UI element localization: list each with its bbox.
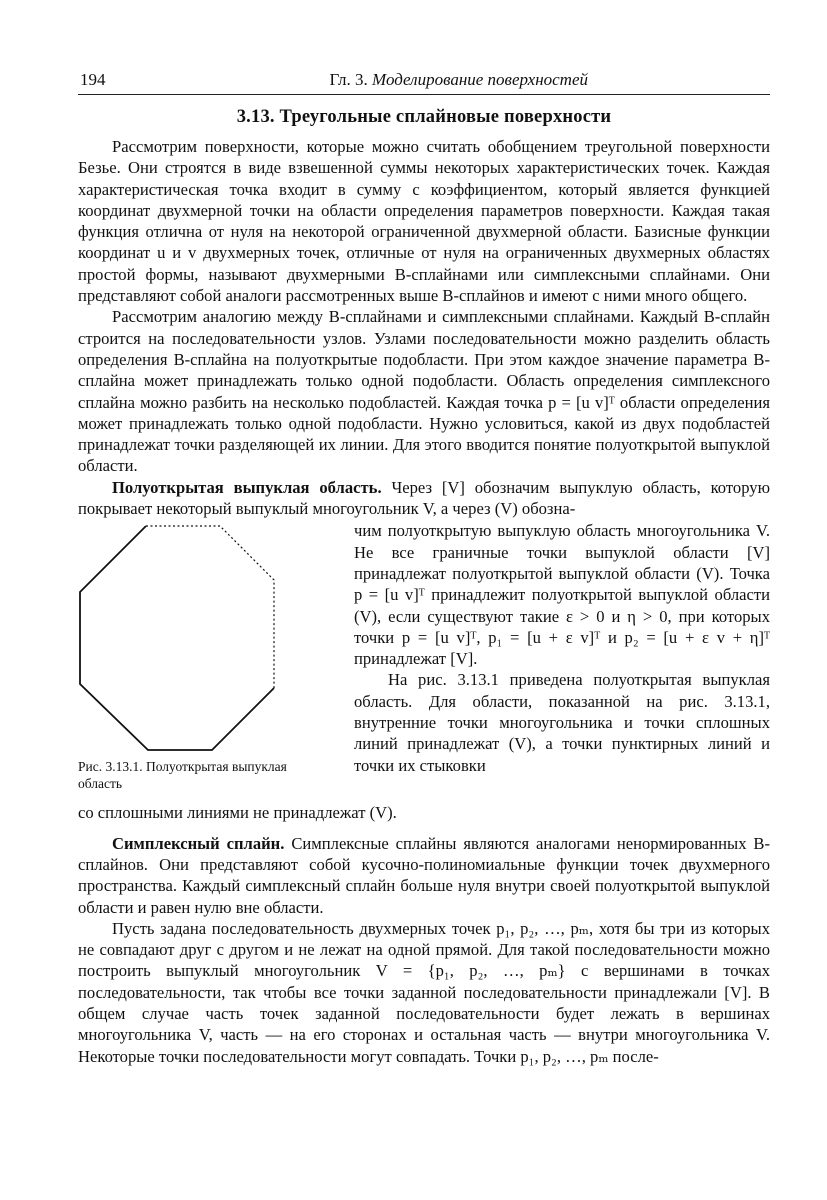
paragraph-figure-ref-tail: со сплошными линиями не принадлежат (V).	[78, 803, 397, 823]
halfopen-lead-text: Через [V] обозначим выпуклую область, которую покрывает некоторый выпуклый многоугольник V, а через (V) обозна-	[78, 477, 770, 519]
section-title: 3.13. Треугольные сплайновые поверхности	[236, 107, 612, 127]
halfopen-heading: Полуоткрытая выпуклая область.	[112, 477, 382, 497]
page-number: 194	[80, 70, 106, 89]
running-title	[329, 70, 588, 90]
octagon-dotted-edges	[146, 526, 274, 688]
halfopen-octagon-figure	[78, 520, 278, 752]
simplex-text: Симплексные сплайны являются аналогами ненормированных B-сплайнов. Они представляют собой кусочно-полиномиальные функции точек двухмерного пространства. Каждый симплексный сплайн больше нуля внутри своей полуоткрытой выпуклой области и равен нулю вне области.	[78, 833, 771, 917]
running-header	[78, 70, 770, 95]
paragraph-sequence: Пусть задана последовательность двухмерных точек p₁, p₂, …, pₘ, хотя бы три из которых не совпадают друг с другом и не лежат на одной прямой. Для такой последовательности можно построить выпуклый многоугольник V = {p₁, p₂, …, pₘ} с вершинами в точках последовательности, так чтобы все точки заданной последовательности принадлежали [V]. В общем случае часть точек заданной последовательности будет лежать в вершинах многоугольника V, часть — на его сторонах и остальная часть — внутри многоугольника V. Некоторые точки последовательности могут совпадать. Точки p₁, p₂, …, pₘ после-	[78, 918, 770, 1066]
figure-caption: Рис. 3.13.1. Полуоткрытая выпуклая область	[78, 759, 287, 792]
running-title-chapter: Гл. 3.	[329, 70, 368, 89]
book-page	[78, 70, 770, 1067]
paragraph-halfopen-lead	[78, 477, 770, 520]
running-title-text: Моделирование поверхностей	[372, 70, 588, 89]
figure-wrap-text	[354, 520, 770, 776]
paragraph-intro: Рассмотрим поверхности, которые можно считать обобщением треугольной поверхности Безье. Они строятся в виде взвешенной суммы некоторых характеристических точек. Каждая характеристическая точка входит в сумму с коэффициентом, который является функцией координат двухмерной точки на области определения параметров поверхности. Каждая такая функция отлична от нуля на некоторой ограниченной двухмерной области. Базисные функции координат u и v двухмерных точек, отличные от нуля на ограниченных двухмерных областях простой формы, называют двухмерными B-сплайнами или симплексными сплайнами. Они представляют собой аналоги рассмотренных выше B-сплайнов и имеют с ними много общего.	[78, 137, 770, 306]
octagon-solid-edges	[80, 526, 274, 750]
paragraph-halfopen-def: чим полуоткрытую выпуклую область многоугольника V. Не все граничные точки выпуклой области [V] принадлежат полуоткрытой выпуклой области (V). Точка p = [u v]ᵀ принадлежит полуоткрытой выпуклой области (V), если существуют такие ε > 0 и η > 0, при которых точки p = [u v]ᵀ, p₁ = [u + ε v]ᵀ и p₂ = [u + ε v + η]ᵀ принадлежат [V].	[354, 521, 770, 669]
figure-block	[78, 520, 770, 802]
figure-3-13-1	[78, 520, 333, 792]
paragraph-figure-ref: На рис. 3.13.1 приведена полуоткрытая выпуклая область. Для области, показанной на рис. 3.13.1, внутренние точки многоугольника и точки сплошных линий принадлежат (V), а точки пунктирных линий и точки их стыковки	[354, 670, 770, 775]
paragraph-simplex	[78, 833, 770, 918]
paragraph-analogy: Рассмотрим аналогию между B-сплайнами и симплексными сплайнами. Каждый B-сплайн строится на последовательности узлов. Узлами последовательности можно разделить область определения B-сплайна на полуоткрытые подобласти. При этом каждое значение параметра B-сплайна может принадлежать только одной подобласти. Область определения симплексного сплайна можно разбить на несколько подобластей. Каждая точка p = [u v]ᵀ области определения может принадлежать только одной подобласти. Нужно условиться, какой из двух подобластей принадлежат точки разделяющей их линии. Для этого вводится понятие полуоткрытой выпуклой области.	[78, 307, 770, 476]
simplex-heading: Симплексный сплайн.	[112, 833, 285, 853]
